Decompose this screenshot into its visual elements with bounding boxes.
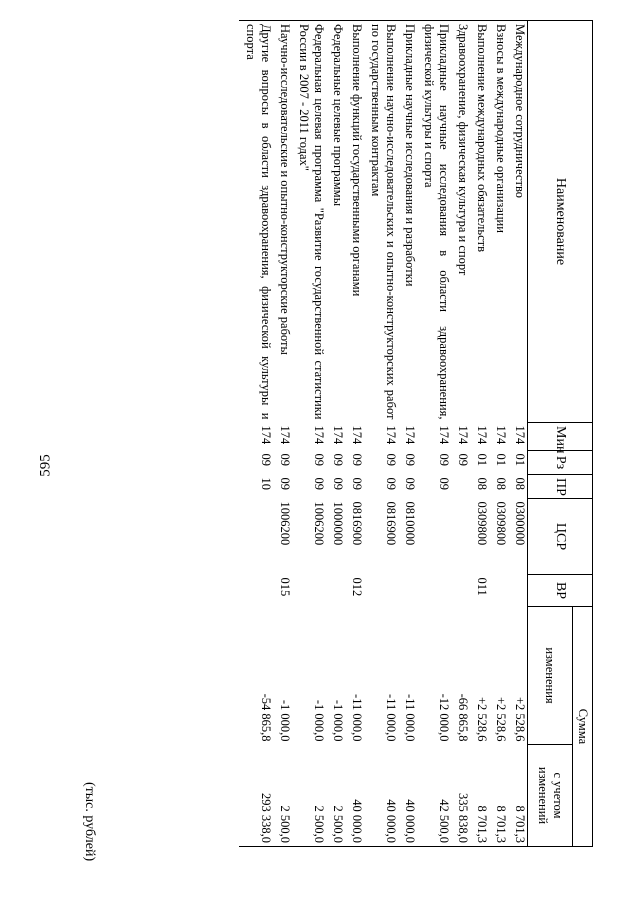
cell-rz: 09: [456, 453, 470, 466]
cell-total: 40 000,0: [384, 799, 398, 843]
cell-total: 40 000,0: [403, 799, 417, 843]
cell-change: -66 865,8: [456, 693, 470, 742]
cell-min: 174: [331, 425, 345, 445]
cell-change: -1 000,0: [312, 699, 326, 742]
cell-name: Выполнение научно-исследовательских и опытно-конструкторских работ по государственным контрактам: [369, 24, 398, 420]
cell-rz: 09: [312, 453, 326, 466]
cell-vr: [364, 575, 398, 607]
table-body: [239, 21, 528, 847]
cell-change: +2 528,6: [513, 696, 527, 742]
header-pr: ПР: [528, 475, 593, 499]
units-label: (тыс. рублей): [82, 782, 97, 862]
cell-total: 293 338,0: [259, 793, 273, 843]
cell-rz: 01: [513, 453, 527, 466]
cell-change: +2 528,6: [494, 696, 508, 742]
cell-csr: [417, 499, 451, 575]
cell-pr: 09: [350, 477, 364, 490]
cell-total: 2 500,0: [278, 805, 292, 843]
cell-pr: 09: [403, 477, 417, 490]
cell-pr: 09: [331, 477, 345, 490]
page-number: 595: [37, 454, 54, 477]
cell-vr: [398, 575, 417, 607]
header-rz: Рз: [528, 451, 593, 475]
cell-name: Федеральная целевая программа "Развитие государственной статистики России в 2007 - 2011 годах": [297, 24, 326, 420]
cell-total: 8 701,3: [475, 805, 489, 843]
cell-name: Федеральные целевые программы: [331, 24, 345, 207]
cell-csr: 0816900: [350, 501, 364, 546]
cell-vr: [239, 575, 273, 607]
header-name: Наименование: [528, 21, 593, 423]
cell-rz: 09: [278, 453, 292, 466]
cell-min: 174: [456, 425, 470, 445]
table-row: [345, 21, 364, 847]
cell-rz: 01: [494, 453, 508, 466]
cell-change: -11 000,0: [403, 694, 417, 742]
table-row: [273, 21, 292, 847]
cell-vr: [326, 575, 345, 607]
cell-pr: 10: [259, 477, 273, 490]
cell-csr: 0309800: [494, 501, 508, 546]
table-row: [292, 21, 326, 847]
table-row: [417, 21, 451, 847]
cell-csr: 1000000: [331, 501, 345, 546]
cell-min: 174: [403, 425, 417, 445]
cell-csr: 0309800: [475, 501, 489, 546]
cell-rz: 09: [331, 453, 345, 466]
cell-csr: 0816900: [384, 501, 398, 546]
cell-rz: 01: [475, 453, 489, 466]
cell-vr: 015: [278, 577, 292, 597]
cell-pr: 09: [312, 477, 326, 490]
cell-pr: 08: [513, 477, 527, 490]
header-csr: ЦСР: [528, 499, 593, 575]
cell-change: -1 000,0: [278, 699, 292, 742]
cell-name: Прикладные научные исследования в области здравоохранения, физической культуры и спорта: [422, 24, 451, 420]
cell-pr: 08: [475, 477, 489, 490]
cell-csr: 0810000: [403, 501, 417, 546]
cell-vr: [451, 575, 470, 607]
cell-name: Научно-исследовательские и опытно-конструкторские работы: [278, 24, 292, 355]
cell-total: 2 500,0: [312, 805, 326, 843]
cell-pr: [451, 475, 470, 499]
table-row: [326, 21, 345, 847]
cell-csr: 0300000: [513, 501, 527, 546]
cell-change: -12 000,0: [437, 693, 451, 742]
cell-rz: 09: [384, 453, 398, 466]
cell-vr: [292, 575, 326, 607]
header-with-change: с учетом изменений: [528, 745, 573, 847]
cell-total: 2 500,0: [331, 805, 345, 843]
cell-min: 174: [259, 425, 273, 445]
cell-csr: 1006200: [278, 501, 292, 546]
header-vr: ВР: [528, 575, 593, 607]
cell-min: 174: [384, 425, 398, 445]
cell-rz: 09: [350, 453, 364, 466]
table-row: [508, 21, 528, 847]
cell-name: Здравоохранение, физическая культура и спорт: [456, 24, 470, 276]
cell-vr: 012: [350, 577, 364, 597]
cell-min: 174: [494, 425, 508, 445]
cell-pr: 08: [494, 477, 508, 490]
cell-vr: [417, 575, 451, 607]
cell-total: 8 701,3: [513, 805, 527, 843]
cell-name: Другие вопросы в области здравоохранения, физической культуры и спорта: [244, 24, 273, 420]
cell-csr: [451, 499, 470, 575]
cell-csr: [239, 499, 273, 575]
cell-min: 174: [437, 425, 451, 445]
cell-total: 8 701,3: [494, 805, 508, 843]
cell-pr: 09: [278, 477, 292, 490]
cell-name: Выполнение функций государственными органами: [350, 24, 364, 297]
cell-vr: [508, 575, 528, 607]
cell-name: Взносы в международные организации: [494, 24, 508, 233]
cell-change: -1 000,0: [331, 699, 345, 742]
cell-name: Прикладные научные исследования и разработки: [403, 24, 417, 287]
budget-table: [239, 20, 593, 847]
table-row: [451, 21, 470, 847]
cell-rz: 09: [259, 453, 273, 466]
cell-total: 335 838,0: [456, 793, 470, 843]
cell-name: Международное сотрудничество: [513, 24, 527, 199]
table-row: [398, 21, 417, 847]
cell-min: 174: [475, 425, 489, 445]
header-change: изменения: [528, 607, 573, 745]
cell-vr: [489, 575, 508, 607]
cell-change: -54 865,8: [259, 693, 273, 742]
table-row: [470, 21, 489, 847]
cell-total: 40 000,0: [350, 799, 364, 843]
cell-change: -11 000,0: [384, 694, 398, 742]
cell-vr: 011: [475, 577, 489, 596]
cell-min: 174: [278, 425, 292, 445]
cell-pr: 09: [384, 477, 398, 490]
cell-name: Выполнение международных обязательств: [475, 24, 489, 253]
table-row: [239, 21, 273, 847]
cell-min: 174: [350, 425, 364, 445]
header-min: Мин: [528, 423, 593, 451]
cell-min: 174: [312, 425, 326, 445]
table-row: [364, 21, 398, 847]
cell-rz: 09: [437, 453, 451, 466]
table-row: [489, 21, 508, 847]
cell-change: -11 000,0: [350, 694, 364, 742]
cell-rz: 09: [403, 453, 417, 466]
header-sum: Сумма: [573, 607, 593, 847]
cell-min: 174: [513, 425, 527, 445]
cell-csr: 1006200: [312, 501, 326, 546]
cell-pr: 09: [437, 477, 451, 490]
cell-change: +2 528,6: [475, 696, 489, 742]
rotated-page-content: [2, 0, 602, 860]
cell-total: 42 500,0: [437, 799, 451, 843]
